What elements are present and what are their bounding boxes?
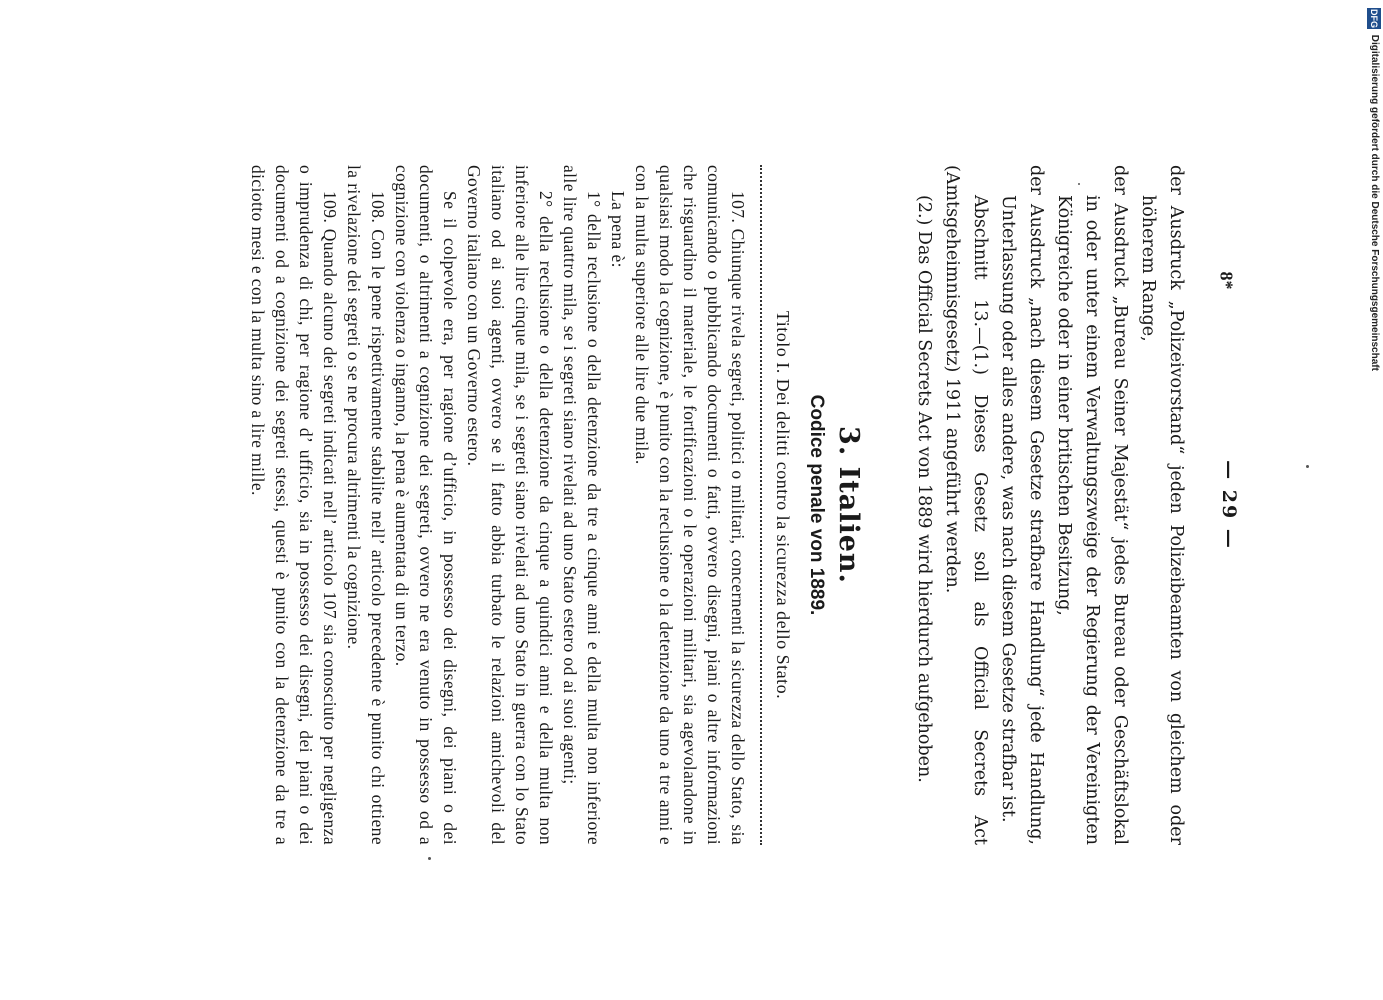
- german-definition-bureau: der Ausdruck „Bureau Seiner Majestät“ jedes Bureau oder Geschäftslokal in oder unter einem Verwaltungszweige der Regierung der Vereinigten Königreiche oder in einer britischen Besitzung,: [1054, 165, 1130, 845]
- digitization-stamp-text: Digitalisierung gefördert durch die Deutsche Forschungsgemeinschaft: [1369, 34, 1380, 371]
- dfg-logo: DFG: [1369, 9, 1379, 28]
- pena-intro: La pena è:: [608, 191, 628, 268]
- german-definition-handlung: der Ausdruck „nach diesem Gesetze strafbare Handlung“ jede Handlung, Unterlassung oder alles andere, was nach diesem Gesetze strafbar ist.: [998, 165, 1046, 845]
- dotted-rule: [760, 165, 768, 845]
- german-definition-polizeivorstand: der Ausdruck „Polizeivorstand“ jeden Polizeibeamten von gleichem oder höherem Range,: [1138, 165, 1186, 845]
- article-107-aggravation: Se il colpevole era, per ragione d’ufficio, in possesso dei disegni, dei piani o dei documenti, o altrimenti a cognizione dei segreti, ovvero ne era venuto in possesso od a cognizione con violenza o inganno, la pena è aumentata di un terzo.: [392, 165, 460, 845]
- german-section-13-2: (2.) Das Official Secrets Act von 1889 wird hierdurch aufgehoben.: [914, 195, 934, 783]
- titolo-heading: Titolo I. Dei delitti contro la sicurezza dello Stato.: [773, 310, 793, 700]
- scan-speck: [1078, 183, 1080, 185]
- article-108: 108. Con le pene rispettivamente stabilite nell’ articolo precedente è punito chi ottiene la rivelazione dei segreti o se ne procura altrimenti la cognizione.: [344, 165, 388, 845]
- page-number: — 29 —: [1218, 460, 1240, 550]
- digitization-stamp: [1367, 8, 1381, 371]
- scan-speck: [1306, 465, 1309, 468]
- rotated-page: [120, 165, 1240, 845]
- article-107: 107. Chiunque rivela segreti, politici o militari, concernenti la sicurezza dello Stato, sia comunicando o pubblicando documenti o fatti, ovvero disegni, piani o altre informazioni che risguardino il materiale, le fortificazioni o le operazioni militari, sia agevolandone in qualsiasi modo la cognizione, è punito con la reclusione o la detenzione da uno a tre anni e con la multa superiore alle lire due mila.: [632, 165, 748, 845]
- article-107-clause-2: 2° della reclusione o della detenzione da cinque a quindici anni e della multa non inferiore alle lire cinque mila, se i segreti siano rivelati ad uno Stato in guerra con lo Stato italiano od ai suoi agenti, ovvero se il fatto abbia turbato le relazioni amichevoli del Governo italiano con un Governo estero.: [464, 165, 556, 845]
- scan-speck: [428, 857, 431, 860]
- german-section-13: Abschnitt 13.—(1.) Dieses Gesetz soll als Official Secrets Act (Amtsgeheimnisgesetz) 1911 angeführt werden.: [942, 165, 990, 845]
- signature-mark: 8*: [1216, 271, 1237, 290]
- section-heading-italien: 3. Italien.: [833, 426, 864, 584]
- code-title: Codice penale von 1889.: [806, 394, 827, 616]
- article-109: 109. Quando alcuno dei segreti indicati nell’ articolo 107 sia conosciuto per negligenza o imprudenza di chi, per ragione d’ ufficio, sia in possesso dei disegni, dei piani o dei documenti od a cognizione dei segreti stessi, questi è punito con la detenzione da tre a diciotto mesi e con la multa sino a lire mille.: [248, 165, 340, 845]
- article-107-clause-1: 1° della reclusione o della detenzione da tre a cinque anni e della multa non inferiore alle lire quattro mila, se i segreti siano rivelati ad uno Stato estero od ai suoi agenti;: [560, 165, 604, 845]
